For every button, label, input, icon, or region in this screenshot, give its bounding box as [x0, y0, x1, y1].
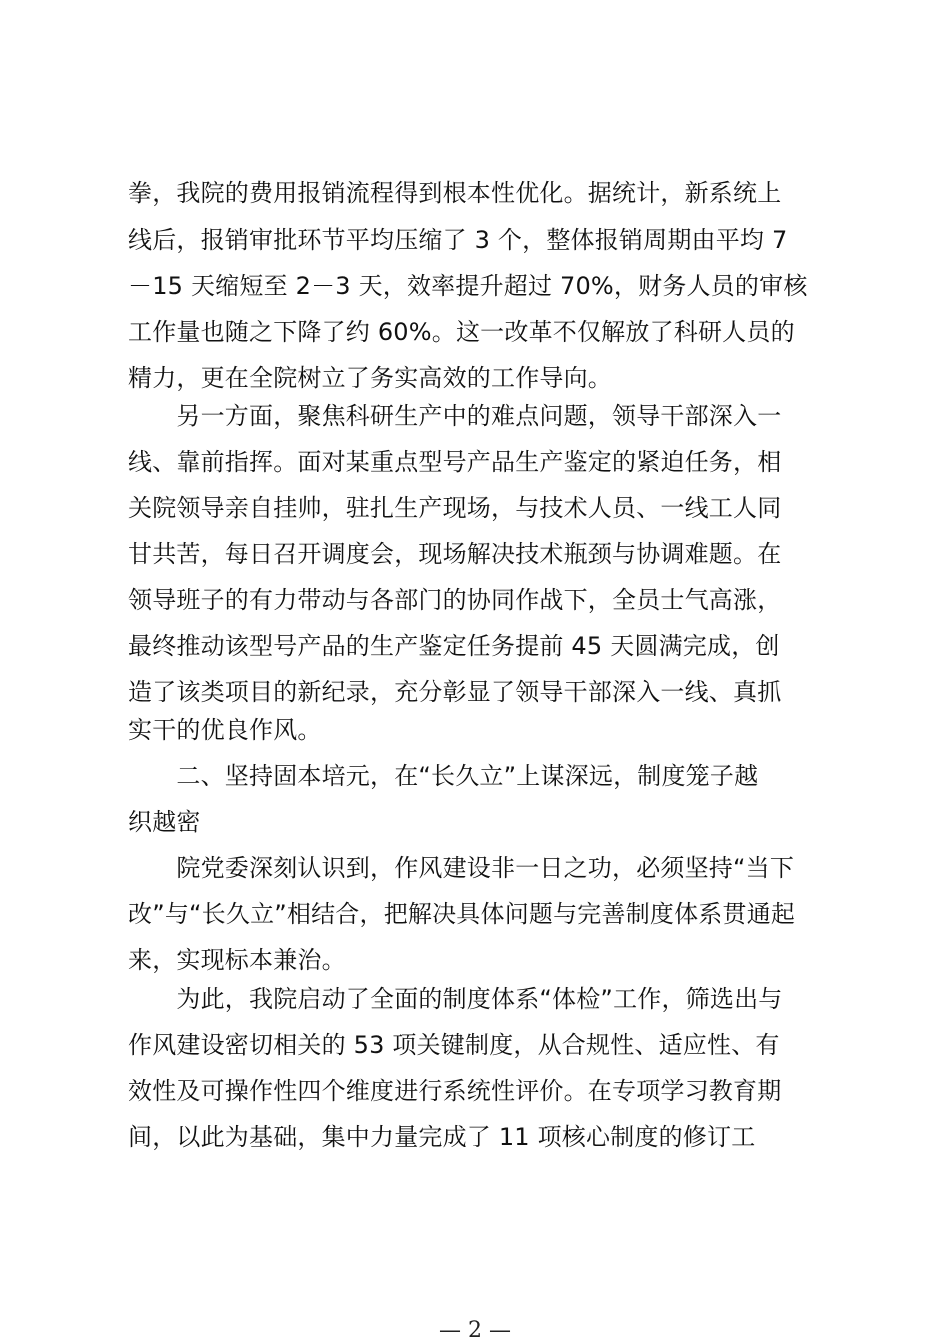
body-text-line: 作风建设密切相关的 53 项关键制度，从合规性、适应性、有	[128, 1031, 780, 1059]
body-text-line: 间，以此为基础，集中力量完成了 11 项核心制度的修订工	[128, 1123, 756, 1151]
page-number: — 2 —	[439, 1318, 511, 1343]
paragraph-first-line: 为此，我院启动了全面的制度体系“体检”工作，筛选出与	[128, 985, 783, 1013]
body-text-line: 造了该类项目的新纪录，充分彰显了领导干部深入一线、真抓	[128, 678, 782, 706]
body-text-line: 甘共苦，每日召开调度会，现场解决技术瓶颈与协调难题。在	[128, 540, 782, 568]
body-text-line: 实干的优良作风。	[128, 716, 322, 744]
section-heading-line: 织越密	[128, 808, 201, 836]
paragraph-first-line: 另一方面，聚焦科研生产中的难点问题，领导干部深入一	[128, 402, 782, 430]
body-text-line: 拳，我院的费用报销流程得到根本性优化。据统计，新系统上	[128, 179, 782, 207]
body-text-line: 线、靠前指挥。面对某重点型号产品生产鉴定的紧迫任务，相	[128, 448, 782, 476]
paragraph-first-line: 院党委深刻认识到，作风建设非一日之功，必须坚持“当下	[128, 854, 795, 882]
body-text-line: 改”与“长久立”相结合，把解决具体问题与完善制度体系贯通起	[128, 900, 796, 928]
body-text-line: 领导班子的有力带动与各部门的协同作战下，全员士气高涨，	[128, 586, 782, 614]
body-text-line: 效性及可操作性四个维度进行系统性评价。在专项学习教育期	[128, 1077, 782, 1105]
section-heading-line: 二、坚持固本培元，在“长久立”上谋深远，制度笼子越	[128, 762, 759, 790]
body-text-line: 关院领导亲自挂帅，驻扎生产现场，与技术人员、一线工人同	[128, 494, 782, 522]
body-text-line: 工作量也随之下降了约 60%。这一改革不仅解放了科研人员的	[128, 318, 795, 346]
body-text-line: 来，实现标本兼治。	[128, 946, 346, 974]
body-text-line: －15 天缩短至 2－3 天，效率提升超过 70%，财务人员的审核	[128, 272, 808, 300]
body-text-line: 精力，更在全院树立了务实高效的工作导向。	[128, 364, 612, 392]
body-text-line: 线后，报销审批环节平均压缩了 3 个，整体报销周期由平均 7	[128, 226, 788, 254]
body-text-line: 最终推动该型号产品的生产鉴定任务提前 45 天圆满完成，创	[128, 632, 780, 660]
